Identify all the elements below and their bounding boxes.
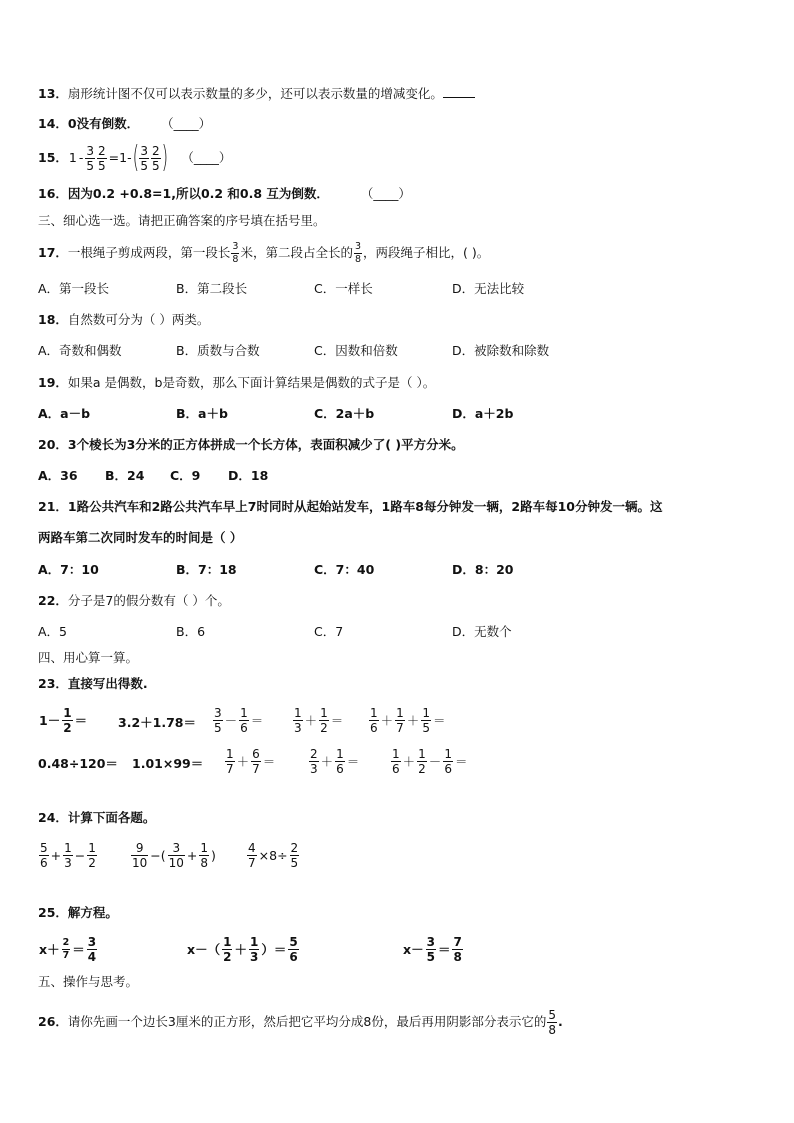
option-a[interactable]: A．第一段长 bbox=[38, 281, 110, 296]
option-c[interactable]: C．9 bbox=[170, 468, 201, 483]
numerator: 3 bbox=[172, 840, 181, 855]
question-19 bbox=[38, 375, 435, 391]
equation[interactable] bbox=[186, 930, 300, 968]
question-text: 因为0.2 +0.8=1,所以0.2 和0.8 互为倒数． bbox=[67, 186, 329, 201]
numerator: 9 bbox=[135, 840, 144, 855]
question-text: 请你先画一个边长3厘米的正方形，然后把它平均分成8份，最后再用阴影部分表示它的 bbox=[67, 1014, 547, 1029]
question-number: 15． bbox=[38, 150, 68, 165]
denominator: 5 bbox=[86, 158, 95, 173]
question-text: 自然数可分为（ ）两类。 bbox=[67, 312, 210, 327]
option-a[interactable]: A．a－b bbox=[38, 406, 91, 421]
fraction bbox=[426, 936, 436, 963]
operator: − bbox=[74, 847, 86, 863]
question-number: 18． bbox=[38, 312, 68, 327]
operator: ) bbox=[211, 847, 216, 863]
operator: ＝ bbox=[437, 942, 451, 957]
question-22 bbox=[38, 593, 230, 609]
numerator: 3 bbox=[214, 705, 222, 720]
denominator: 5 bbox=[214, 720, 222, 735]
option-d[interactable]: D．无数个 bbox=[452, 624, 512, 639]
numerator: 1 bbox=[64, 840, 72, 855]
option-b[interactable]: B．第二段长 bbox=[176, 281, 248, 296]
denominator: 2 bbox=[418, 761, 426, 776]
numerator: 1 bbox=[396, 705, 404, 720]
fraction bbox=[222, 936, 232, 963]
denominator: 6 bbox=[289, 949, 298, 964]
numerator: 5 bbox=[289, 934, 298, 949]
question-text: 分子是7的假分数有（ ）个。 bbox=[67, 593, 230, 608]
fraction bbox=[290, 842, 300, 869]
denominator: 7 bbox=[252, 761, 260, 776]
operator: ＝ bbox=[330, 713, 344, 728]
denominator: 8 bbox=[453, 949, 462, 964]
calc-expression[interactable] bbox=[130, 836, 217, 874]
question-text: 直接写出得数. bbox=[67, 676, 148, 691]
fraction bbox=[417, 748, 427, 775]
numerator: 2 bbox=[98, 143, 106, 158]
fraction bbox=[225, 748, 235, 775]
fraction bbox=[151, 145, 161, 172]
calc-item[interactable]: 1.01×99＝ bbox=[132, 756, 204, 771]
question-25 bbox=[38, 905, 118, 921]
operator: - bbox=[78, 150, 84, 165]
denominator: 3 bbox=[294, 720, 302, 735]
fraction bbox=[139, 145, 149, 172]
operator: － bbox=[224, 713, 238, 728]
denominator: 7 bbox=[62, 949, 70, 961]
fraction bbox=[239, 707, 249, 734]
option-d[interactable]: D．a＋2b bbox=[452, 406, 514, 421]
option-c[interactable]: C．一样长 bbox=[314, 281, 373, 296]
denominator: 5 bbox=[426, 949, 435, 964]
fraction bbox=[293, 707, 303, 734]
fraction bbox=[251, 748, 261, 775]
question-14 bbox=[38, 116, 211, 132]
calc-item[interactable]: 3.2＋1.78＝ bbox=[118, 715, 196, 730]
numerator: 1 bbox=[418, 746, 426, 761]
question-number: 23． bbox=[38, 676, 68, 691]
numerator: 1 bbox=[392, 746, 400, 761]
operator: + bbox=[50, 847, 62, 863]
numerator: 1 bbox=[226, 746, 234, 761]
operator: ＋ bbox=[402, 754, 416, 769]
denominator: 6 bbox=[444, 761, 452, 776]
option-a[interactable]: A．5 bbox=[38, 624, 68, 639]
question-number: 26． bbox=[38, 1014, 68, 1029]
numerator: 5 bbox=[548, 1007, 556, 1022]
numerator: 3 bbox=[86, 143, 95, 158]
fraction bbox=[452, 936, 462, 963]
operator: x－（ bbox=[187, 942, 221, 957]
question-20 bbox=[38, 437, 464, 453]
option-c[interactable]: C．因数和倍数 bbox=[314, 343, 398, 358]
question-text: 解方程。 bbox=[67, 905, 118, 920]
denominator: 7 bbox=[248, 855, 256, 870]
option-d[interactable]: D．8：20 bbox=[452, 562, 514, 577]
question-23 bbox=[38, 676, 148, 692]
operator: + bbox=[186, 847, 198, 863]
calc-item[interactable] bbox=[224, 743, 276, 779]
answer-paren[interactable]: （____） bbox=[181, 150, 232, 165]
denominator: 3 bbox=[64, 855, 72, 870]
question-18 bbox=[38, 312, 209, 328]
option-b[interactable]: B．24 bbox=[105, 468, 145, 483]
question-number: 19． bbox=[38, 375, 68, 390]
fraction bbox=[85, 145, 95, 172]
question-number: 22． bbox=[38, 593, 68, 608]
denominator: 5 bbox=[98, 158, 106, 173]
calc-item[interactable] bbox=[308, 743, 360, 779]
option-d[interactable]: D．18 bbox=[228, 468, 269, 483]
fraction bbox=[168, 842, 185, 869]
calc-item[interactable] bbox=[38, 702, 88, 738]
question-number: 13． bbox=[38, 86, 68, 101]
operator: ＝ bbox=[346, 754, 360, 769]
answer-paren[interactable]: （____） bbox=[360, 186, 411, 201]
question-17 bbox=[38, 236, 489, 270]
numerator: 1 bbox=[444, 746, 452, 761]
denominator: 6 bbox=[40, 855, 48, 870]
operator: ＝ bbox=[454, 754, 468, 769]
question-15 bbox=[38, 138, 231, 178]
denominator: 8 bbox=[200, 855, 209, 870]
question-24 bbox=[38, 810, 155, 826]
fraction bbox=[421, 707, 431, 734]
fraction bbox=[63, 842, 73, 869]
question-text: 一根绳子剪成两段，第一段长 bbox=[67, 245, 231, 260]
fraction bbox=[391, 748, 401, 775]
left-paren: ( bbox=[132, 140, 139, 175]
question-text: ，两段绳子相比，( )。 bbox=[363, 245, 490, 260]
fraction bbox=[199, 842, 209, 869]
option-b[interactable]: B．a＋b bbox=[176, 406, 228, 421]
fraction bbox=[97, 145, 107, 172]
operator: ＋ bbox=[304, 713, 318, 728]
number: 1 bbox=[68, 150, 77, 165]
numerator: 3 bbox=[426, 934, 435, 949]
operator: ）＝ bbox=[261, 942, 287, 957]
fraction bbox=[247, 842, 257, 869]
question-number: 21． bbox=[38, 499, 68, 514]
fraction bbox=[231, 242, 239, 264]
question-text: 3个棱长为3分米的正方体拼成一个长方体，表面积减少了( )平方分米。 bbox=[67, 437, 464, 452]
fraction bbox=[369, 707, 379, 734]
question-text: 计算下面各题。 bbox=[67, 810, 156, 825]
fraction bbox=[319, 707, 329, 734]
numerator: 1 bbox=[320, 705, 328, 720]
numerator: 3 bbox=[140, 143, 148, 158]
denominator: 7 bbox=[396, 720, 404, 735]
question-number: 20． bbox=[38, 437, 68, 452]
denominator: 6 bbox=[392, 761, 400, 776]
calc-expression[interactable] bbox=[38, 836, 98, 874]
operator: ＝ bbox=[262, 754, 276, 769]
fraction bbox=[213, 707, 223, 734]
equation[interactable] bbox=[38, 930, 98, 968]
section-heading-5: 五、操作与思考。 bbox=[38, 974, 139, 989]
calc-item[interactable] bbox=[368, 702, 446, 738]
denominator: 6 bbox=[240, 720, 248, 735]
option-c[interactable]: C．2a＋b bbox=[314, 406, 375, 421]
period: . bbox=[557, 1014, 563, 1029]
fraction bbox=[87, 842, 97, 869]
fraction bbox=[249, 936, 259, 963]
fraction bbox=[395, 707, 405, 734]
operator: −( bbox=[150, 847, 166, 863]
fraction bbox=[62, 938, 71, 960]
operator: ×8÷ bbox=[258, 847, 288, 863]
denominator: 5 bbox=[422, 720, 430, 735]
operator: ＋ bbox=[380, 713, 394, 728]
denominator: 3 bbox=[249, 949, 259, 964]
numerator: 1 bbox=[370, 705, 378, 720]
fraction bbox=[443, 748, 453, 775]
option-c[interactable]: C．7：40 bbox=[314, 562, 375, 577]
operator: ＝ bbox=[250, 713, 264, 728]
question-text: 0没有倒数． bbox=[67, 116, 140, 131]
numerator: 4 bbox=[248, 840, 256, 855]
numerator: 2 bbox=[62, 937, 70, 948]
operator: ＋ bbox=[406, 713, 420, 728]
question-13 bbox=[38, 86, 475, 102]
numerator: 1 bbox=[63, 705, 72, 720]
numerator: 1 bbox=[200, 840, 209, 855]
question-number: 16． bbox=[38, 186, 68, 201]
calc-item[interactable] bbox=[212, 702, 264, 738]
operator: 1－ bbox=[39, 713, 61, 728]
denominator: 6 bbox=[370, 720, 378, 735]
numerator: 3 bbox=[232, 241, 239, 252]
operator: － bbox=[428, 754, 442, 769]
numerator: 2 bbox=[151, 143, 160, 158]
question-21-line-2: 两路车第二次同时发车的时间是（ ） bbox=[38, 530, 243, 545]
denominator: 6 bbox=[336, 761, 344, 776]
denominator: 2 bbox=[88, 855, 96, 870]
question-number: 17． bbox=[38, 245, 68, 260]
right-paren: ) bbox=[161, 140, 168, 175]
denominator: 7 bbox=[226, 761, 234, 776]
numerator: 1 bbox=[294, 705, 302, 720]
numerator: 6 bbox=[252, 746, 260, 761]
answer-blank[interactable] bbox=[443, 97, 475, 98]
option-a[interactable]: A．奇数和偶数 bbox=[38, 343, 122, 358]
denominator: 8 bbox=[548, 1022, 556, 1037]
question-16 bbox=[38, 186, 411, 202]
option-b[interactable]: B．质数与合数 bbox=[176, 343, 260, 358]
operator: ＝ bbox=[432, 713, 446, 728]
fraction bbox=[354, 242, 362, 264]
denominator: 10 bbox=[168, 855, 184, 870]
question-text: 1路公共汽车和2路公共汽车早上7时同时从起始站发车，1路车8每分钟发一辆，2路车每10分钟发一辆。这 bbox=[67, 499, 663, 514]
calc-item[interactable]: 0.48÷120＝ bbox=[38, 756, 118, 771]
option-d[interactable]: D．无法比较 bbox=[452, 281, 525, 296]
operator: =1- bbox=[108, 150, 132, 165]
operator: x－ bbox=[403, 942, 424, 957]
question-number: 24． bbox=[38, 810, 68, 825]
equation[interactable] bbox=[402, 930, 464, 968]
numerator: 1 bbox=[336, 746, 344, 761]
question-text: 米，第二段占全长的 bbox=[240, 245, 353, 260]
denominator: 10 bbox=[132, 855, 148, 870]
numerator: 2 bbox=[310, 746, 318, 761]
fraction bbox=[131, 842, 148, 869]
fraction bbox=[288, 936, 298, 963]
fraction bbox=[62, 707, 72, 734]
operator: ＝ bbox=[72, 942, 85, 957]
option-b[interactable]: B．6 bbox=[176, 624, 206, 639]
operator: x＋ bbox=[39, 942, 60, 957]
question-text: 扇形统计图不仅可以表示数量的多少，还可以表示数量的增减变化。 bbox=[67, 86, 443, 101]
fraction bbox=[39, 842, 49, 869]
denominator: 8 bbox=[354, 253, 362, 265]
numerator: 3 bbox=[87, 934, 97, 949]
calc-item[interactable] bbox=[292, 702, 344, 738]
option-b[interactable]: B．7：18 bbox=[176, 562, 237, 577]
numerator: 7 bbox=[453, 934, 462, 949]
question-26 bbox=[38, 1002, 563, 1042]
denominator: 5 bbox=[290, 855, 299, 870]
denominator: 2 bbox=[63, 720, 72, 735]
question-21-line-1 bbox=[38, 499, 663, 515]
calc-expression[interactable] bbox=[246, 836, 300, 874]
question-number: 25． bbox=[38, 905, 68, 920]
option-d[interactable]: D．被除数和除数 bbox=[452, 343, 550, 358]
denominator: 5 bbox=[140, 158, 148, 173]
numerator: 5 bbox=[40, 840, 48, 855]
option-c[interactable]: C．7 bbox=[314, 624, 344, 639]
operator: ＋ bbox=[236, 754, 250, 769]
operator: ＝ bbox=[74, 713, 88, 728]
numerator: 2 bbox=[290, 840, 299, 855]
fraction bbox=[335, 748, 345, 775]
option-a[interactable]: A．7：10 bbox=[38, 562, 99, 577]
fraction bbox=[547, 1009, 557, 1036]
numerator: 3 bbox=[354, 241, 362, 252]
question-number: 14． bbox=[38, 116, 68, 131]
answer-paren[interactable]: （____） bbox=[161, 116, 212, 131]
section-heading-3: 三、细心选一选。请把正确答案的序号填在括号里。 bbox=[38, 213, 326, 228]
fraction bbox=[87, 936, 97, 963]
option-a[interactable]: A．36 bbox=[38, 468, 78, 483]
operator: ＋ bbox=[320, 754, 334, 769]
numerator: 1 bbox=[249, 934, 259, 949]
fraction bbox=[309, 748, 319, 775]
section-heading-4: 四、用心算一算。 bbox=[38, 650, 139, 665]
denominator: 8 bbox=[232, 253, 239, 265]
numerator: 1 bbox=[240, 705, 248, 720]
calc-item[interactable] bbox=[390, 743, 468, 779]
denominator: 2 bbox=[320, 720, 328, 735]
denominator: 2 bbox=[223, 949, 232, 964]
denominator: 4 bbox=[87, 949, 97, 964]
question-text: 如果a 是偶数，b是奇数，那么下面计算结果是偶数的式子是（ ）。 bbox=[67, 375, 436, 390]
denominator: 3 bbox=[310, 761, 318, 776]
numerator: 1 bbox=[422, 705, 430, 720]
denominator: 5 bbox=[151, 158, 160, 173]
numerator: 1 bbox=[88, 840, 96, 855]
operator: ＋ bbox=[234, 942, 247, 957]
numerator: 1 bbox=[223, 934, 232, 949]
